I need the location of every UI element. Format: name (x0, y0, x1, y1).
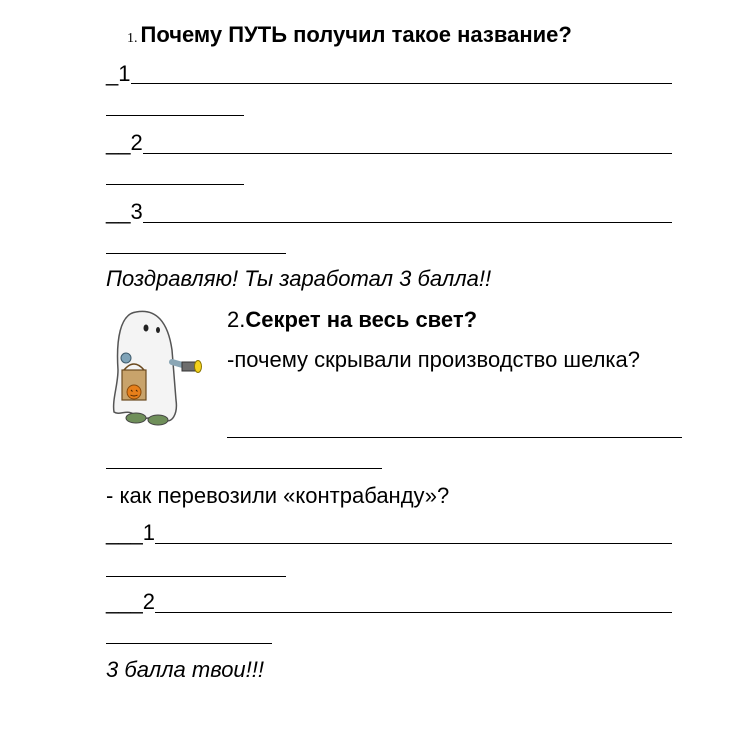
question2-sub2: - как перевозили «контрабанду»? (106, 483, 450, 508)
answer-line-continuation[interactable] (106, 115, 244, 116)
answer-line[interactable] (106, 83, 672, 84)
question1-title: Почему ПУТЬ получил такое название? (140, 22, 572, 47)
question2-reward: 3 балла твои!!! (106, 657, 265, 682)
answer-label: ___2 (106, 589, 155, 614)
answer-line[interactable] (106, 153, 672, 154)
answer-line[interactable] (227, 437, 682, 438)
answer-line-continuation[interactable] (106, 576, 286, 577)
answer-label: _1 (106, 61, 131, 86)
answer-line-continuation[interactable] (106, 468, 382, 469)
answer-line-continuation[interactable] (106, 253, 286, 254)
question1-heading (127, 22, 572, 48)
question2-number: 2. (227, 307, 246, 332)
question2-title: Секрет на весь свет? (245, 307, 478, 332)
answer-line[interactable] (106, 543, 672, 544)
answer-line-continuation[interactable] (106, 184, 244, 185)
question2-heading (227, 307, 477, 333)
answer-label: __3 (106, 199, 143, 224)
answer-label: __2 (106, 130, 143, 155)
answer-line[interactable] (106, 222, 672, 223)
answer-line-continuation[interactable] (106, 643, 272, 644)
question1-reward: Поздравляю! Ты заработал 3 балла!! (106, 266, 492, 291)
answer-line[interactable] (106, 612, 672, 613)
question1-number: 1. (127, 31, 138, 46)
question2-sub1: -почему скрывали производство шелка? (227, 347, 640, 372)
answer-label: ___1 (106, 520, 155, 545)
ghost-with-flashlight-icon (106, 300, 216, 428)
